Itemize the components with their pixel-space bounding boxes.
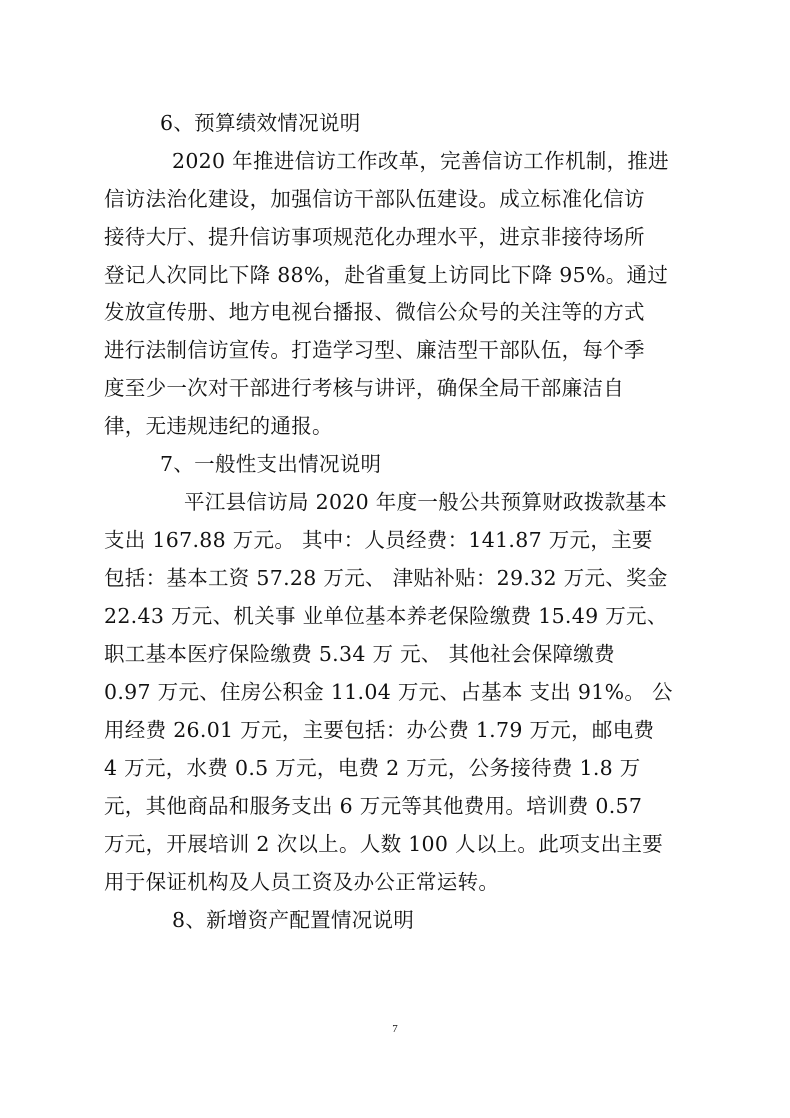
section-6-heading: 6、预算绩效情况说明: [160, 111, 361, 135]
section-7-paragraph-line: 0.97 万元、住房公积金 11.04 万元、占基本 支出 91%。 公: [104, 680, 673, 704]
section-6-paragraph-line: 2020 年推进信访工作改革，完善信访工作机制，推进: [172, 149, 669, 173]
page-number: 7: [392, 1023, 398, 1035]
section-7-paragraph-line: 元，其他商品和服务支出 6 万元等其他费用。培训费 0.57: [104, 794, 643, 818]
section-7-paragraph-line: 用经费 26.01 万元，主要包括：办公费 1.79 万元，邮电费: [104, 718, 655, 742]
section-6-paragraph-line: 律，无违规违纪的通报。: [104, 414, 333, 438]
section-7-paragraph-line: 职工基本医疗保险缴费 5.34 万 元、 其他社会保障缴费: [104, 642, 615, 666]
section-6-paragraph-line: 度至少一次对干部进行考核与讲评，确保全局干部廉洁自: [104, 376, 624, 400]
section-7-paragraph-line: 用于保证机构及人员工资及办公正常运转。: [104, 870, 500, 894]
section-6-paragraph-line: 接待大厅、提升信访事项规范化办理水平，进京非接待场所: [104, 225, 645, 249]
section-7-paragraph-line: 包括：基本工资 57.28 万元、 津贴补贴：29.32 万元、奖金: [104, 566, 668, 590]
section-7-paragraph-line: 22.43 万元、机关事 业单位基本养老保险缴费 15.49 万元、: [104, 604, 668, 628]
section-7-paragraph-line: 万元，开展培训 2 次以上。人数 100 人以上。此项支出主要: [104, 832, 664, 856]
section-6-paragraph-line: 登记人次同比下降 88%，赴省重复上访同比下降 95%。通过: [104, 263, 669, 287]
section-6-paragraph-line: 进行法制信访宣传。打造学习型、廉洁型干部队伍，每个季: [104, 338, 645, 362]
section-7-heading: 7、一般性支出情况说明: [160, 452, 382, 476]
section-7-paragraph-line: 支出 167.88 万元。 其中：人员经费：141.87 万元，主要: [104, 528, 653, 552]
section-7-paragraph-line: 4 万元，水费 0.5 万元，电费 2 万元，公务接待费 1.8 万: [104, 756, 641, 780]
section-7-paragraph-line: 平江县信访局 2020 年度一般公共预算财政拨款基本: [184, 490, 668, 514]
section-6-paragraph-line: 信访法治化建设，加强信访干部队伍建设。成立标准化信访: [104, 187, 645, 211]
section-8-heading: 8、新增资产配置情况说明: [172, 908, 415, 932]
section-6-paragraph-line: 发放宣传册、地方电视台播报、微信公众号的关注等的方式: [104, 300, 645, 324]
